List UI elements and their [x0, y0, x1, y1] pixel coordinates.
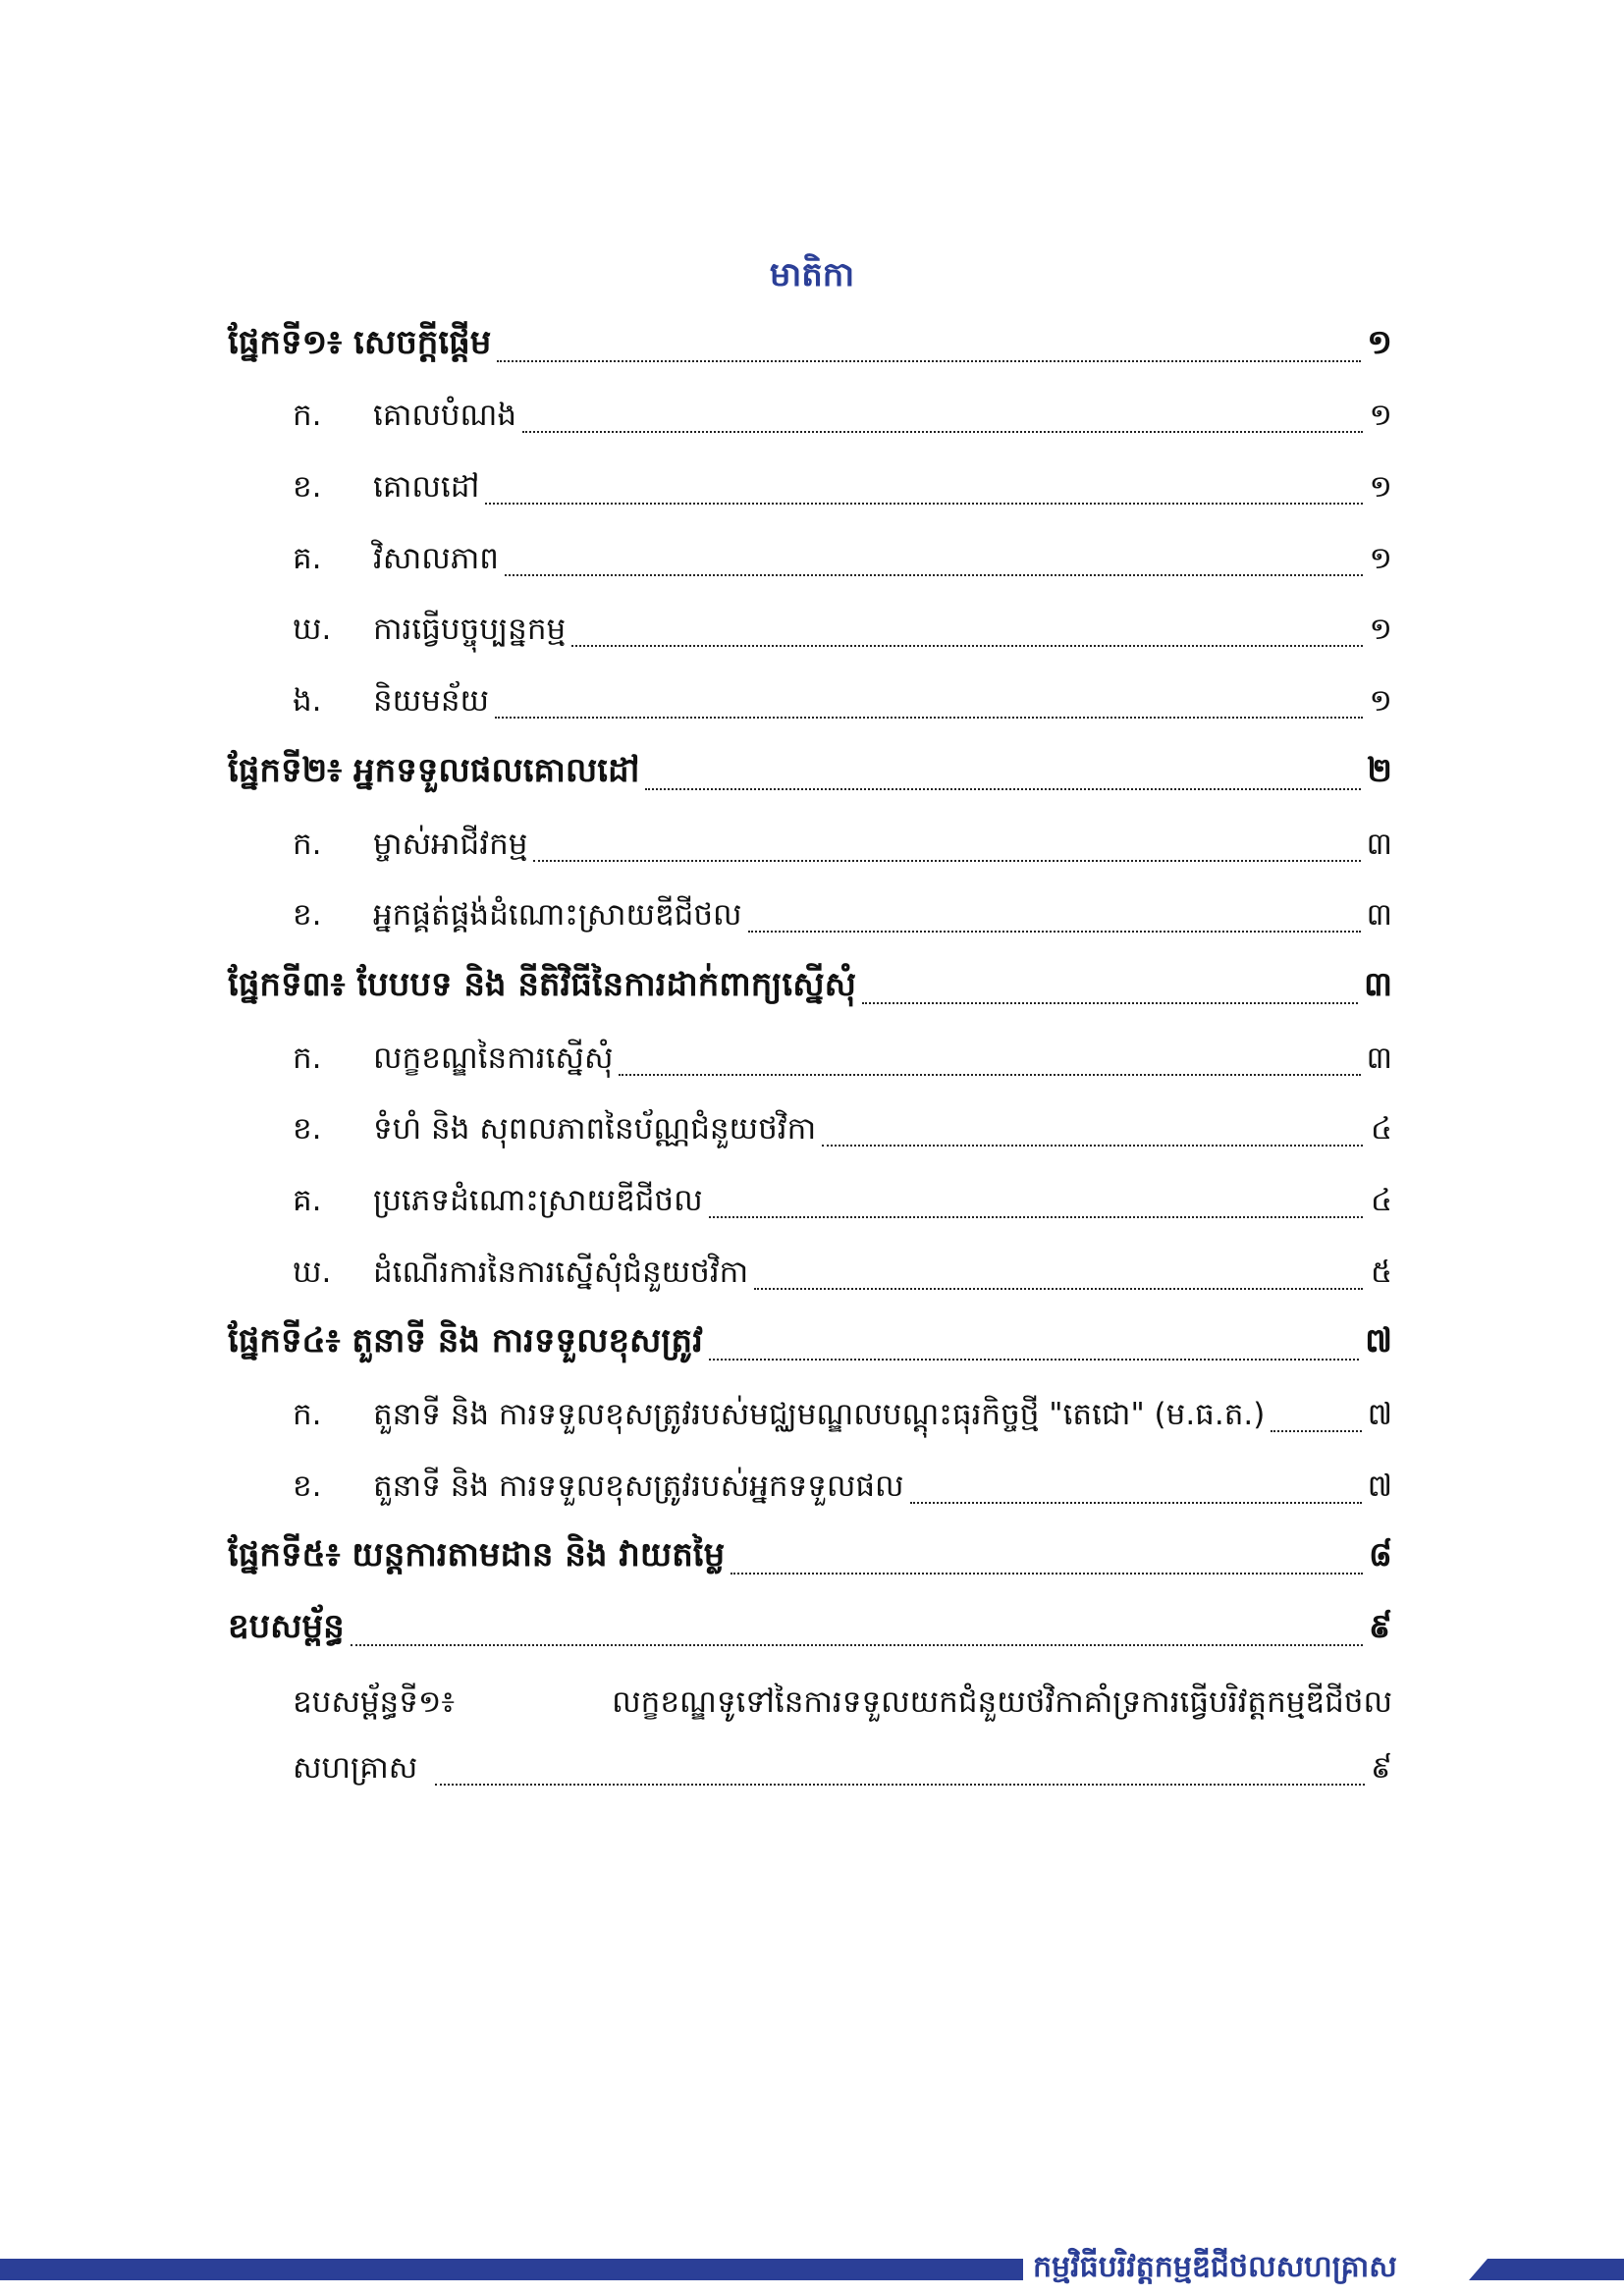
- toc-section-entry[interactable]: [228, 1311, 1392, 1383]
- page-number: ៣: [1363, 964, 1392, 1004]
- toc-item-entry[interactable]: [228, 598, 1392, 669]
- dot-leader: [862, 1002, 1358, 1004]
- item-letter: ក.: [293, 1397, 322, 1432]
- item-letter: គ.: [293, 1182, 322, 1218]
- page-number: ៤: [1371, 1111, 1392, 1148]
- toc-item-entry[interactable]: [228, 384, 1392, 455]
- dot-leader: [822, 1145, 1363, 1147]
- page-number: ១: [1367, 322, 1392, 362]
- toc-item-entry[interactable]: [228, 1097, 1392, 1169]
- dot-leader: [533, 860, 1360, 862]
- page-number: ១: [1369, 540, 1392, 576]
- annex-title-continued: សហគ្រាស: [293, 1750, 418, 1787]
- entry-label: ម្ចាស់អាជីវកម្ម: [373, 826, 528, 862]
- page-number: ៧: [1367, 1397, 1392, 1432]
- entry-label: ដំណើរការនៃការស្នើសុំជំនួយថវិកា: [373, 1254, 749, 1290]
- page-number: ៣: [1366, 897, 1392, 934]
- toc-item-entry[interactable]: [228, 1026, 1392, 1097]
- entry-label: ផ្នែកទី៣៖ បែបបទ និង នីតិវិធីនៃការដាក់ពាក្យស្នើសុំ: [228, 964, 856, 1004]
- entry-label: ផ្នែកទី១៖ សេចក្តីផ្តើម: [228, 322, 492, 362]
- entry-label: ផ្នែកទី២៖ អ្នកទទួលផលគោលដៅ: [228, 750, 640, 790]
- footer-bar: [0, 2259, 1023, 2280]
- entry-label: វិសាលភាព: [373, 540, 499, 576]
- item-letter: ក.: [293, 1040, 322, 1076]
- table-of-contents: [228, 312, 1392, 1793]
- page-number: ២: [1367, 750, 1392, 790]
- dot-leader: [910, 1502, 1362, 1504]
- entry-label: គោលដៅ: [373, 469, 480, 506]
- item-letter: ង.: [293, 683, 322, 720]
- item-letter: ខ.: [293, 1111, 322, 1148]
- toc-section-entry[interactable]: [228, 312, 1392, 384]
- toc-section-entry[interactable]: [228, 1525, 1392, 1597]
- dot-leader: [748, 931, 1361, 933]
- annex-title: លក្ខខណ្ឌទូទៅនៃការទទួលយកជំនួយថវិកាគាំទ្រការធ្វើបរិវត្តកម្មឌីជីថល: [612, 1683, 1392, 1720]
- entry-label: ប្រភេទដំណោះស្រាយឌីជីថល: [373, 1182, 703, 1218]
- dot-leader: [731, 1573, 1363, 1575]
- page-number: ១: [1369, 612, 1392, 648]
- dot-leader: [619, 1074, 1360, 1076]
- entry-label: ផ្នែកទី៥៖ យន្តការតាមដាន និង វាយតម្លៃ: [228, 1535, 726, 1575]
- dot-leader: [485, 503, 1363, 505]
- page-number: ៣: [1366, 826, 1392, 862]
- item-letter: ខ.: [293, 897, 322, 934]
- toc-entries: [228, 312, 1392, 1668]
- toc-item-entry[interactable]: [228, 526, 1392, 598]
- entry-label: ការធ្វើបច្ចុប្បន្នកម្ម: [373, 612, 567, 648]
- dot-leader: [571, 645, 1363, 647]
- entry-label: ផ្នែកទី៤៖ តួនាទី និង ការទទួលខុសត្រូវ: [228, 1321, 703, 1362]
- entry-label: ទំហំ និង សុពលភាពនៃប័ណ្ណជំនួយថវិកា: [373, 1111, 817, 1148]
- dot-leader: [435, 1784, 1365, 1786]
- dot-leader: [754, 1288, 1363, 1290]
- item-letter: ខ.: [293, 469, 322, 506]
- item-letter: គ.: [293, 540, 322, 576]
- dot-leader: [351, 1644, 1363, 1646]
- toc-section-entry[interactable]: [228, 954, 1392, 1026]
- entry-label: និយមន័យ: [373, 683, 490, 720]
- toc-section-entry[interactable]: [228, 1596, 1392, 1668]
- page-number: ១: [1369, 683, 1392, 720]
- dot-leader: [522, 431, 1363, 433]
- toc-item-entry[interactable]: [228, 1454, 1392, 1525]
- item-letter: ក.: [293, 398, 322, 434]
- dot-leader: [645, 788, 1361, 790]
- page-number: ១: [1369, 469, 1392, 506]
- dot-leader: [709, 1359, 1359, 1361]
- item-letter: ក.: [293, 826, 322, 862]
- toc-item-entry[interactable]: [228, 1240, 1392, 1311]
- entry-label: គោលបំណង: [373, 398, 517, 434]
- page-number: ៣: [1366, 1040, 1392, 1076]
- annex-line-2: [293, 1736, 1392, 1793]
- dot-leader: [497, 360, 1361, 362]
- item-letter: ឃ.: [293, 1254, 332, 1290]
- dot-leader: [495, 717, 1363, 719]
- dot-leader: [709, 1216, 1363, 1218]
- page-number: ៥: [1371, 1254, 1392, 1290]
- entry-label: តួនាទី និង ការទទួលខុសត្រូវរបស់អ្នកទទួលផល: [373, 1468, 904, 1504]
- toc-item-entry[interactable]: [228, 812, 1392, 883]
- entry-label: តួនាទី និង ការទទួលខុសត្រូវរបស់មជ្ឈមណ្ឌលបណ្តុះធុរកិច្ចថ្មី "តេជោ" (ម.ធ.ត.): [373, 1397, 1266, 1432]
- item-letter: ខ.: [293, 1468, 322, 1504]
- page-number: ៤: [1371, 1182, 1392, 1218]
- annex-line-1: [293, 1674, 1392, 1736]
- page-number: ៨: [1368, 1535, 1392, 1575]
- toc-annex-entry[interactable]: [228, 1674, 1392, 1793]
- page-number: ៧: [1367, 1468, 1392, 1504]
- entry-label: លក្ខខណ្ឌនៃការស្នើសុំ: [373, 1040, 614, 1076]
- dot-leader: [505, 574, 1363, 576]
- toc-item-entry[interactable]: [228, 454, 1392, 526]
- dot-leader: [1271, 1430, 1361, 1432]
- toc-section-entry[interactable]: [228, 740, 1392, 812]
- page-title: មាតិកា: [769, 255, 855, 294]
- toc-item-entry[interactable]: [228, 883, 1392, 955]
- footer-bar-tail: [1469, 2259, 1624, 2280]
- item-letter: ឃ.: [293, 612, 332, 648]
- footer-title: កម្មវិធីបរិវត្តកម្មឌីជីថលសហគ្រាស: [1033, 2250, 1397, 2284]
- entry-label: អ្នកផ្គត់ផ្គង់ដំណោះស្រាយឌីជីថល: [373, 897, 742, 934]
- annex-page: ៩: [1371, 1750, 1392, 1787]
- annex-label: ឧបសម្ព័ន្ធទី១៖: [293, 1683, 455, 1720]
- toc-item-entry[interactable]: [228, 1168, 1392, 1240]
- page-number: ៧: [1365, 1321, 1392, 1362]
- entry-label: ឧបសម្ព័ន្ធ: [228, 1607, 345, 1647]
- page-number: ១: [1369, 398, 1392, 434]
- page-number: ៩: [1368, 1607, 1392, 1647]
- toc-item-entry[interactable]: [228, 1382, 1392, 1454]
- toc-item-entry[interactable]: [228, 668, 1392, 740]
